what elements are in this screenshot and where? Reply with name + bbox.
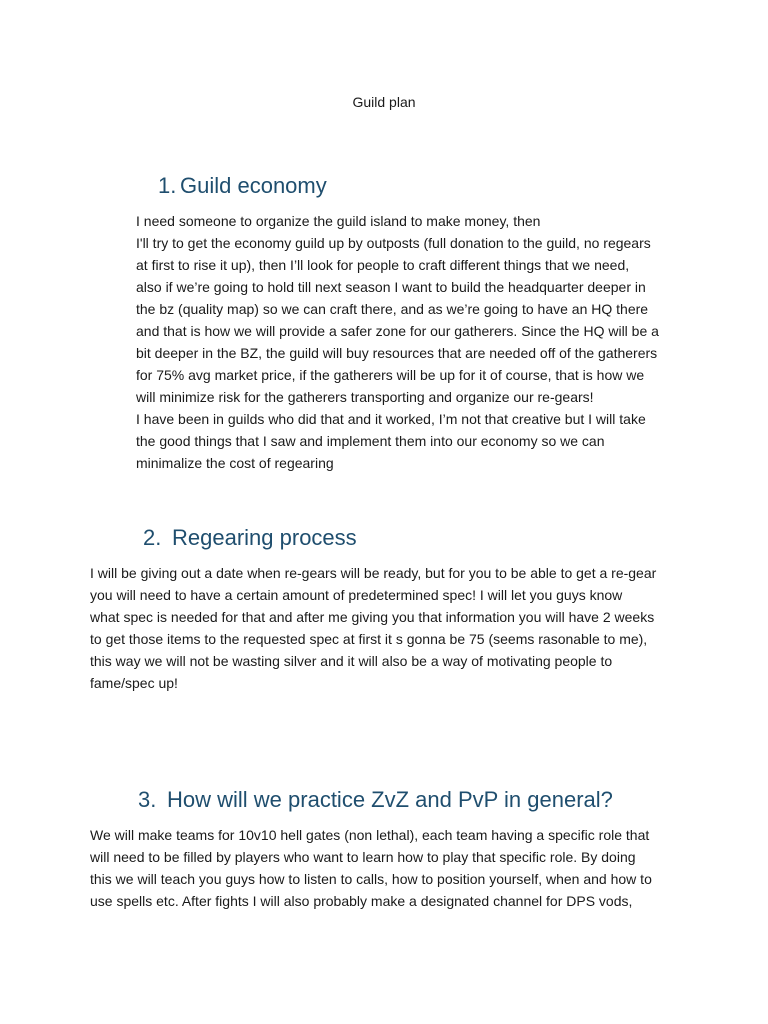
body-line: We will make teams for 10v10 hell gates (non lethal), each team having a specific role that	[90, 827, 650, 843]
body-line: I'll try to get the economy guild up by outposts (full donation to the guild, no regears	[136, 235, 651, 251]
body-line: will minimize risk for the gatherers transporting and organize our re-gears!	[136, 389, 594, 405]
body-line: will need to be filled by players who want to learn how to play that specific role. By doing	[90, 849, 636, 865]
body-line: and that is how we will provide a safer zone for our gatherers. Since the HQ will be a	[136, 323, 659, 339]
document-title: Guild plan	[352, 94, 416, 110]
section-number: 2.	[143, 525, 162, 550]
body-line: bit deeper in the BZ, the guild will buy resources that are needed off of the gatherers	[136, 345, 658, 361]
body-line: you will need to have a certain amount of predetermined spec! I will let you guys know	[90, 587, 623, 603]
body-line: I have been in guilds who did that and it worked, I’m not that creative but I will take	[136, 411, 646, 427]
body-line: use spells etc. After fights I will also probably make a designated channel for DPS vods,	[90, 893, 633, 909]
section-body-regearing-process	[90, 562, 690, 694]
section-title: Guild economy	[180, 173, 327, 198]
body-line: at first to rise it up), then I’ll look for people to craft different things that we need,	[136, 257, 630, 273]
section-body-zvz-pvp-practice	[90, 824, 690, 912]
section-title: Regearing process	[172, 525, 357, 550]
section-title: How will we practice ZvZ and PvP in general?	[167, 787, 613, 812]
body-line: also if we’re going to hold till next season I want to build the headquarter deeper in	[136, 279, 646, 295]
section-body-guild-economy	[136, 210, 696, 474]
section-heading-guild-economy	[158, 173, 327, 199]
body-line: to get those items to the requested spec at first it s gonna be 75 (seems rasonable to me),	[90, 631, 648, 647]
body-line: the good things that I saw and implement them into our economy so we can	[136, 433, 605, 449]
section-heading-regearing-process	[143, 525, 357, 551]
section-number: 3.	[138, 787, 157, 812]
section-heading-zvz-pvp-practice	[138, 787, 613, 813]
body-line: I will be giving out a date when re-gears will be ready, but for you to be able to get a re-gear	[90, 565, 657, 581]
body-line: fame/spec up!	[90, 675, 178, 691]
body-line: the bz (quality map) so we can craft there, and as we’re going to have an HQ there	[136, 301, 649, 317]
body-line: this way we will not be wasting silver and it will also be a way of motivating people to	[90, 653, 613, 669]
body-line: minimalize the cost of regearing	[136, 455, 334, 471]
body-line: what spec is needed for that and after me giving you that information you will have 2 weeks	[90, 609, 655, 625]
section-number: 1.	[158, 173, 177, 198]
body-line: for 75% avg market price, if the gatherers will be up for it of course, that is how we	[136, 367, 645, 383]
body-line: I need someone to organize the guild island to make money, then	[136, 213, 541, 229]
body-line: this we will teach you guys how to listen to calls, how to position yourself, when and how to	[90, 871, 652, 887]
